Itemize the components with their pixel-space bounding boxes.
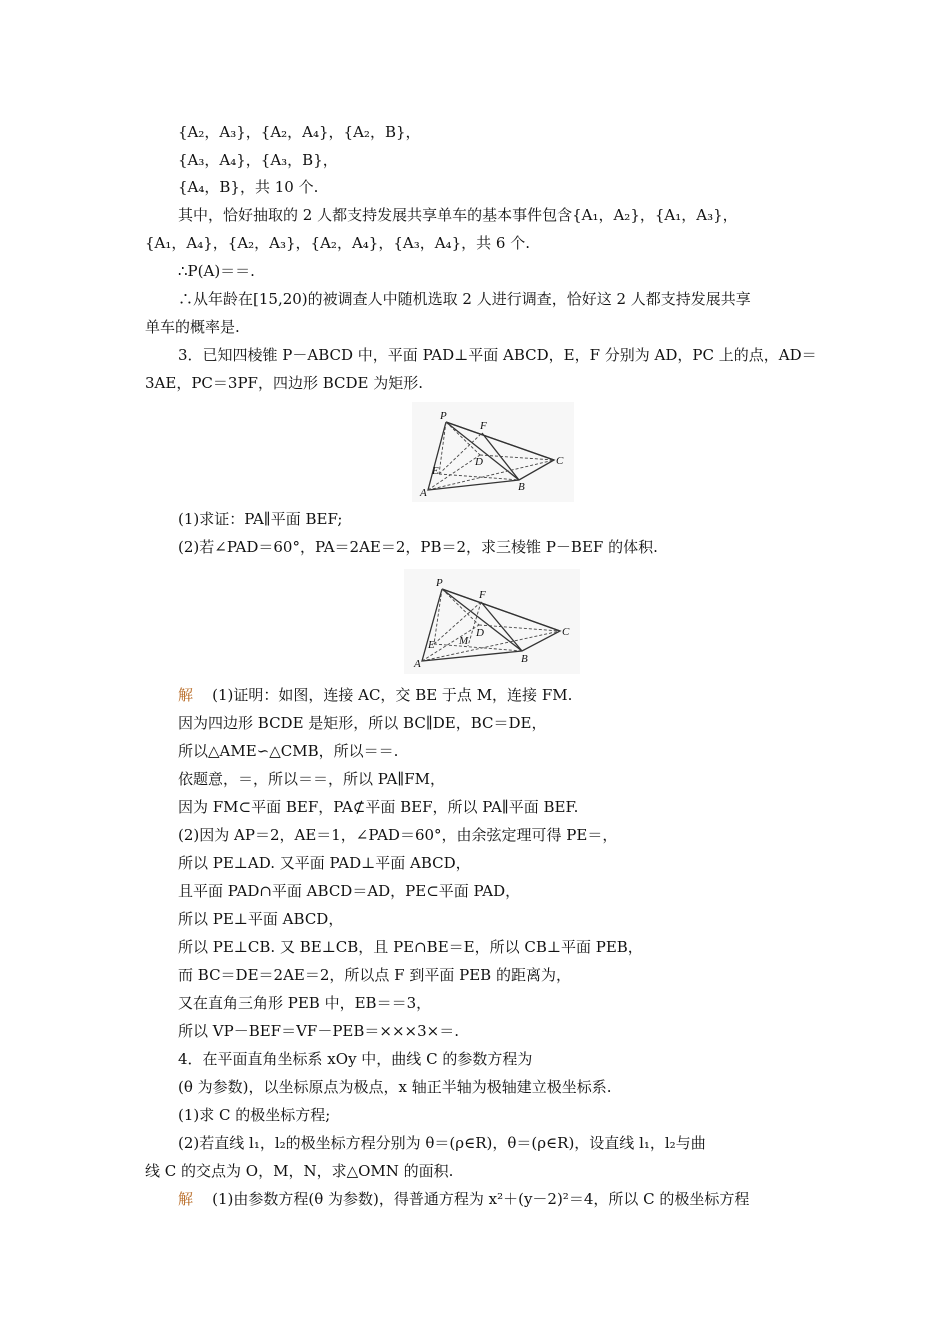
text-line: 线 C 的交点为 O，M，N，求△OMN 的面积.	[145, 1162, 454, 1180]
solution-line	[178, 685, 572, 705]
part-2-question: (2)若∠PAD＝60°，PA＝2AE＝2，PB＝2，求三棱锥 P－BEF 的体积.	[178, 538, 658, 556]
label-d: D	[475, 456, 483, 468]
problem-3-statement: 3．已知四棱锥 P－ABCD 中，平面 PAD⊥平面 ABCD，E，F 分别为 AD，PC 上的点，AD＝	[178, 346, 817, 364]
label-a: A	[414, 658, 421, 670]
label-e: E	[432, 465, 439, 477]
text-line: 又在直角三角形 PEB 中，EB＝＝3，	[178, 994, 432, 1012]
text-line: 所以 PE⊥平面 ABCD，	[178, 910, 344, 928]
solution-text: (1)证明：如图，连接 AC，交 BE 于点 M，连接 FM.	[212, 686, 573, 704]
text-line: 单车的概率是.	[145, 318, 240, 336]
label-p: P	[436, 577, 443, 589]
text-line: 3AE，PC＝3PF，四边形 BCDE 为矩形.	[145, 374, 423, 392]
label-c: C	[562, 626, 570, 638]
problem-4-statement: 4．在平面直角坐标系 xOy 中，曲线 C 的参数方程为	[178, 1050, 533, 1068]
text-line: 所以△AME∽△CMB，所以＝＝.	[178, 742, 399, 760]
text-line: 且平面 PAD∩平面 ABCD＝AD，PE⊂平面 PAD，	[178, 882, 521, 900]
text-line: ∴P(A)＝＝.	[178, 262, 255, 280]
text-line: (2)若直线 l₁，l₂的极坐标方程分别为 θ＝(ρ∈R)，θ＝(ρ∈R)，设直线 l₁，l₂与曲	[178, 1134, 706, 1152]
text-line: 因为 FM⊂平面 BEF，PA⊄平面 BEF，所以 PA∥平面 BEF.	[178, 798, 579, 816]
pyramid-figure-2	[404, 569, 580, 674]
text-line: (1)求 C 的极坐标方程;	[178, 1106, 331, 1124]
label-d: D	[476, 627, 484, 639]
solution-label: 解	[178, 686, 194, 704]
pyramid-figure-1	[412, 402, 574, 502]
label-c: C	[556, 455, 564, 467]
label-a: A	[420, 487, 427, 499]
label-f: F	[479, 589, 486, 601]
text-line: 因为四边形 BCDE 是矩形，所以 BC∥DE，BC＝DE，	[178, 714, 547, 732]
text-line: 其中，恰好抽取的 2 人都支持发展共享单车的基本事件包含{A₁，A₂}，{A₁，A₃}，	[178, 206, 738, 224]
text-line: {A₄，B}，共 10 个.	[178, 178, 319, 196]
text-line: {A₂，A₃}，{A₂，A₄}，{A₂，B}，	[178, 123, 421, 141]
label-p: P	[440, 410, 447, 422]
text-line: 依题意，＝，所以＝＝，所以 PA∥FM，	[178, 770, 446, 788]
text-line: (θ 为参数)，以坐标原点为极点，x 轴正半轴为极轴建立极坐标系.	[178, 1078, 612, 1096]
text-line: 所以 VP－BEF＝VF－PEB＝×××3×＝.	[178, 1022, 459, 1040]
part-1-question: (1)求证：PA∥平面 BEF;	[178, 510, 343, 528]
text-line: 而 BC＝DE＝2AE＝2，所以点 F 到平面 PEB 的距离为，	[178, 966, 571, 984]
text-line: {A₃，A₄}，{A₃，B}，	[178, 151, 338, 169]
solution-text: (1)由参数方程(θ 为参数)，得普通方程为 x²＋(y－2)²＝4，所以 C 的极坐标方程	[212, 1190, 750, 1208]
label-f: F	[480, 420, 487, 432]
text-line: 所以 PE⊥AD. 又平面 PAD⊥平面 ABCD，	[178, 854, 471, 872]
label-b: B	[518, 481, 525, 493]
label-m: M	[459, 635, 469, 647]
solution-label: 解	[178, 1190, 194, 1208]
text-line: {A₁，A₄}，{A₂，A₃}，{A₂，A₄}，{A₃，A₄}，共 6 个.	[145, 234, 530, 252]
label-e: E	[428, 639, 435, 651]
label-b: B	[521, 653, 528, 665]
text-line: ∴从年龄在[15,20)的被调查人中随机选取 2 人进行调查，恰好这 2 人都支持发展共享	[178, 290, 751, 308]
text-line: (2)因为 AP＝2，AE＝1，∠PAD＝60°，由余弦定理可得 PE＝，	[178, 826, 618, 844]
solution-line	[178, 1189, 749, 1209]
text-line: 所以 PE⊥CB. 又 BE⊥CB，且 PE∩BE＝E，所以 CB⊥平面 PEB，	[178, 938, 643, 956]
